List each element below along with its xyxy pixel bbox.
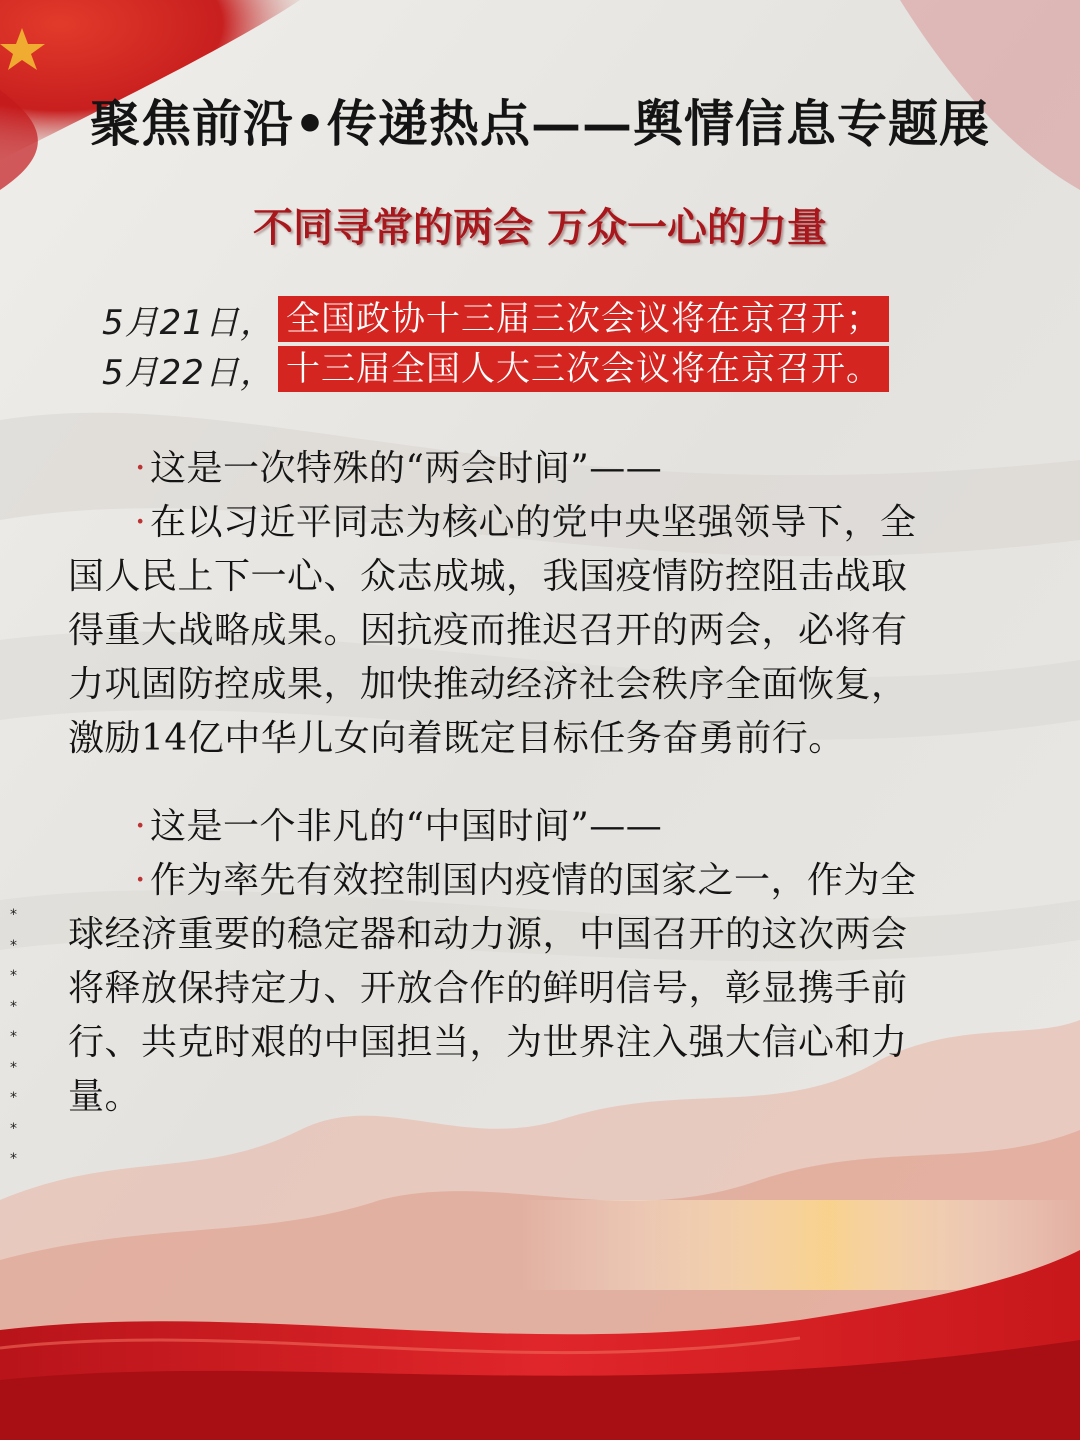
date-line-2 xyxy=(102,346,889,392)
paragraph-line xyxy=(68,962,1018,1016)
heading-text: 这是一次特殊的“两会时间”—— xyxy=(150,448,663,489)
asterisk-mark: * xyxy=(10,1120,17,1137)
asterisk-mark: * xyxy=(10,907,17,923)
section-heading xyxy=(68,800,1018,854)
paragraph-line xyxy=(68,1016,1018,1070)
section-special-time xyxy=(68,442,1018,766)
paragraph-line xyxy=(68,1070,1018,1124)
paragraph-line xyxy=(68,550,1018,604)
line-text: 激励14亿中华儿女向着既定目标任务奋勇前行。 xyxy=(68,718,845,759)
asterisk-mark: * xyxy=(10,1029,17,1045)
line-text: 量。 xyxy=(68,1076,142,1117)
section-heading xyxy=(68,442,1018,496)
bullet-icon: · xyxy=(134,502,146,543)
asterisk-mark: * xyxy=(10,1151,17,1167)
line-text: 在以习近平同志为核心的党中央坚强领导下，全 xyxy=(150,502,917,543)
bullet-icon: · xyxy=(134,448,146,489)
page-title: 聚焦前沿•传递热点——舆情信息专题展 xyxy=(90,94,990,153)
paragraph-line xyxy=(68,658,1018,712)
section-china-time xyxy=(68,800,1018,1124)
date-label: 5月22日， xyxy=(102,352,275,393)
line-text: 行、共克时艰的中国担当，为世界注入强大信心和力 xyxy=(68,1022,908,1063)
date-line-1 xyxy=(102,296,889,342)
bullet-icon: · xyxy=(134,860,146,901)
highlight-text: 十三届全国人大三次会议将在京召开。 xyxy=(278,346,889,392)
line-text: 球经济重要的稳定器和动力源，中国召开的这次两会 xyxy=(68,914,908,955)
asterisk-mark: * xyxy=(10,998,17,1015)
asterisk-mark: * xyxy=(10,968,17,984)
paragraph-line xyxy=(68,854,1018,908)
paragraph-line xyxy=(68,604,1018,658)
asterisk-mark: * xyxy=(10,1059,17,1076)
date-label: 5月21日， xyxy=(102,302,275,343)
paragraph-line xyxy=(68,496,1018,550)
line-text: 力巩固防控成果，加快推动经济社会秩序全面恢复， xyxy=(68,664,908,705)
line-text: 得重大战略成果。因抗疫而推迟召开的两会，必将有 xyxy=(68,610,908,651)
line-text: 将释放保持定力、开放合作的鲜明信号，彰显携手前 xyxy=(68,968,908,1009)
line-text: 国人民上下一心、众志成城，我国疫情防控阻击战取 xyxy=(68,556,908,597)
heading-text: 这是一个非凡的“中国时间”—— xyxy=(150,806,663,847)
line-text: 作为率先有效控制国内疫情的国家之一，作为全 xyxy=(150,860,917,901)
paragraph-line xyxy=(68,908,1018,962)
page-subtitle: 不同寻常的两会 万众一心的力量 xyxy=(253,204,827,251)
paragraph-line xyxy=(68,712,1018,766)
bullet-icon: · xyxy=(134,806,146,847)
asterisk-mark: * xyxy=(10,1090,17,1106)
highlight-text: 全国政协十三届三次会议将在京召开； xyxy=(278,296,889,342)
asterisk-decoration xyxy=(10,900,26,1175)
asterisk-mark: * xyxy=(10,937,17,954)
